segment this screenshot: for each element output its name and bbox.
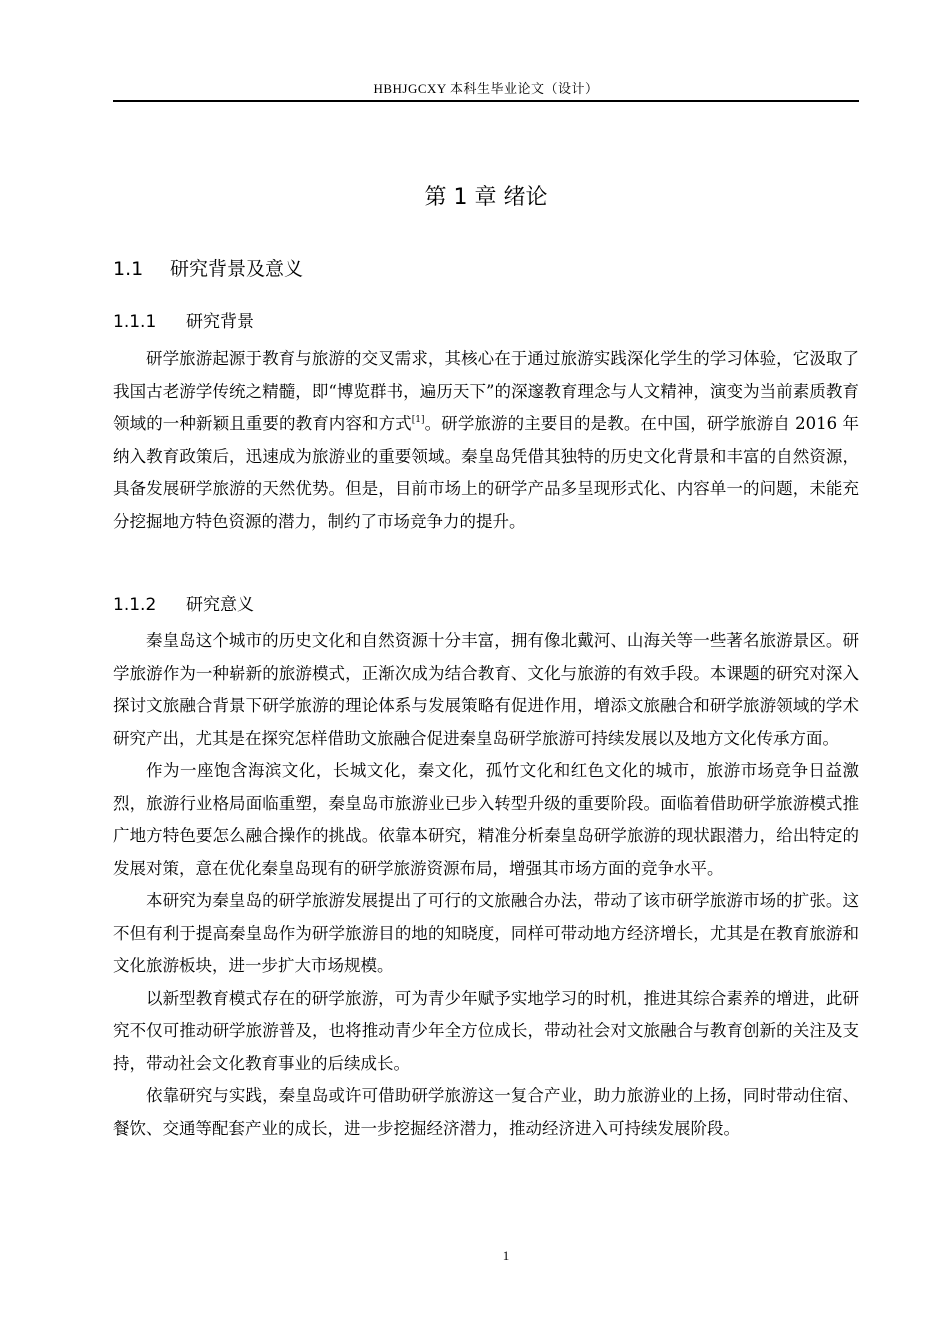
section-title: 研究背景及意义	[170, 258, 304, 280]
paragraph: 秦皇岛这个城市的历史文化和自然资源十分丰富，拥有像北戴河、山海关等一些著名旅游景区。研学旅游作为一种崭新的旅游模式，正渐次成为结合教育、文化与旅游的有效手段。本课题的研究对深入探讨文旅融合背景下研学旅游的理论体系与发展策略有促进作用，增添文旅融合和研学旅游领域的学术研究产出，尤其是在探究怎样借助文旅融合促进秦皇岛研学旅游可持续发展以及地方文化传承方面。	[113, 631, 859, 748]
paragraph: 以新型教育模式存在的研学旅游，可为青少年赋予实地学习的时机，推进其综合素养的增进，此研究不仅可推动研学旅游普及，也将推动青少年全方位成长，带动社会对文旅融合与教育创新的关注及支持，带动社会文化教育事业的后续成长。	[113, 988, 859, 1073]
paragraph: 依靠研究与实践，秦皇岛或许可借助研学旅游这一复合产业，助力旅游业的上扬，同时带动住宿、餐饮、交通等配套产业的成长，进一步挖掘经济潜力，推动经济进入可持续发展阶段。	[113, 1086, 859, 1138]
paragraph: 作为一座饱含海滨文化，长城文化，秦文化，孤竹文化和红色文化的城市，旅游市场竞争日益激烈，旅游行业格局面临重塑，秦皇岛市旅游业已步入转型升级的重要阶段。面临着借助研学旅游模式推广地方特色要怎么融合操作的挑战。依靠本研究，精准分析秦皇岛研学旅游的现状跟潜力，给出特定的发展对策，意在优化秦皇岛现有的研学旅游资源布局，增强其市场方面的竞争水平。	[113, 761, 859, 878]
header-rule	[113, 100, 859, 102]
section-number: 1.1.1	[113, 312, 157, 332]
page-number: 1	[502, 1248, 510, 1263]
section-number: 1.1.2	[113, 595, 157, 615]
section-heading-1-1-1	[113, 307, 254, 332]
paragraph-text: 研学旅游起源于教育与旅游的交叉需求，其核心在于通过旅游实践深化学生的学习体验，它汲取了我国古老游学传统之精髓，即“博览群书，遍历天下”的深邃教育理念与人文精神，演变为当前素质教育领域的一种新颖且重要的教育内容和方式	[113, 349, 859, 433]
citation-marker: [1]	[411, 415, 425, 425]
section-heading-1-1	[113, 254, 303, 281]
section-number: 1.1	[113, 258, 144, 280]
chapter-title: 第 1 章 绪论	[424, 185, 548, 210]
section-title: 研究背景	[186, 312, 254, 332]
paragraph: 本研究为秦皇岛的研学旅游发展提出了可行的文旅融合办法，带动了该市研学旅游市场的扩张。这不但有利于提高秦皇岛作为研学旅游目的地的知晓度，同样可带动地方经济增长，尤其是在教育旅游和文化旅游板块，进一步扩大市场规模。	[113, 891, 859, 975]
paragraph-text: 。研学旅游的主要目的是教。在中国，研学旅游自 2016 年纳入教育政策后，迅速成为旅游业的重要领域。秦皇岛凭借其独特的历史文化背景和丰富的自然资源，具备发展研学旅游的天然优势。但是，目前市场上的研学产品多呈现形式化、内容单一的问题，未能充分挖掘地方特色资源的潜力，制约了市场竞争力的提升。	[113, 414, 860, 531]
section-heading-1-1-2	[113, 590, 254, 615]
paragraph	[113, 343, 859, 538]
significance-text	[113, 625, 859, 1145]
running-header: HBHJGCXY 本科生毕业论文（设计）	[373, 81, 599, 96]
section-title: 研究意义	[186, 595, 254, 615]
background-text	[113, 343, 859, 538]
